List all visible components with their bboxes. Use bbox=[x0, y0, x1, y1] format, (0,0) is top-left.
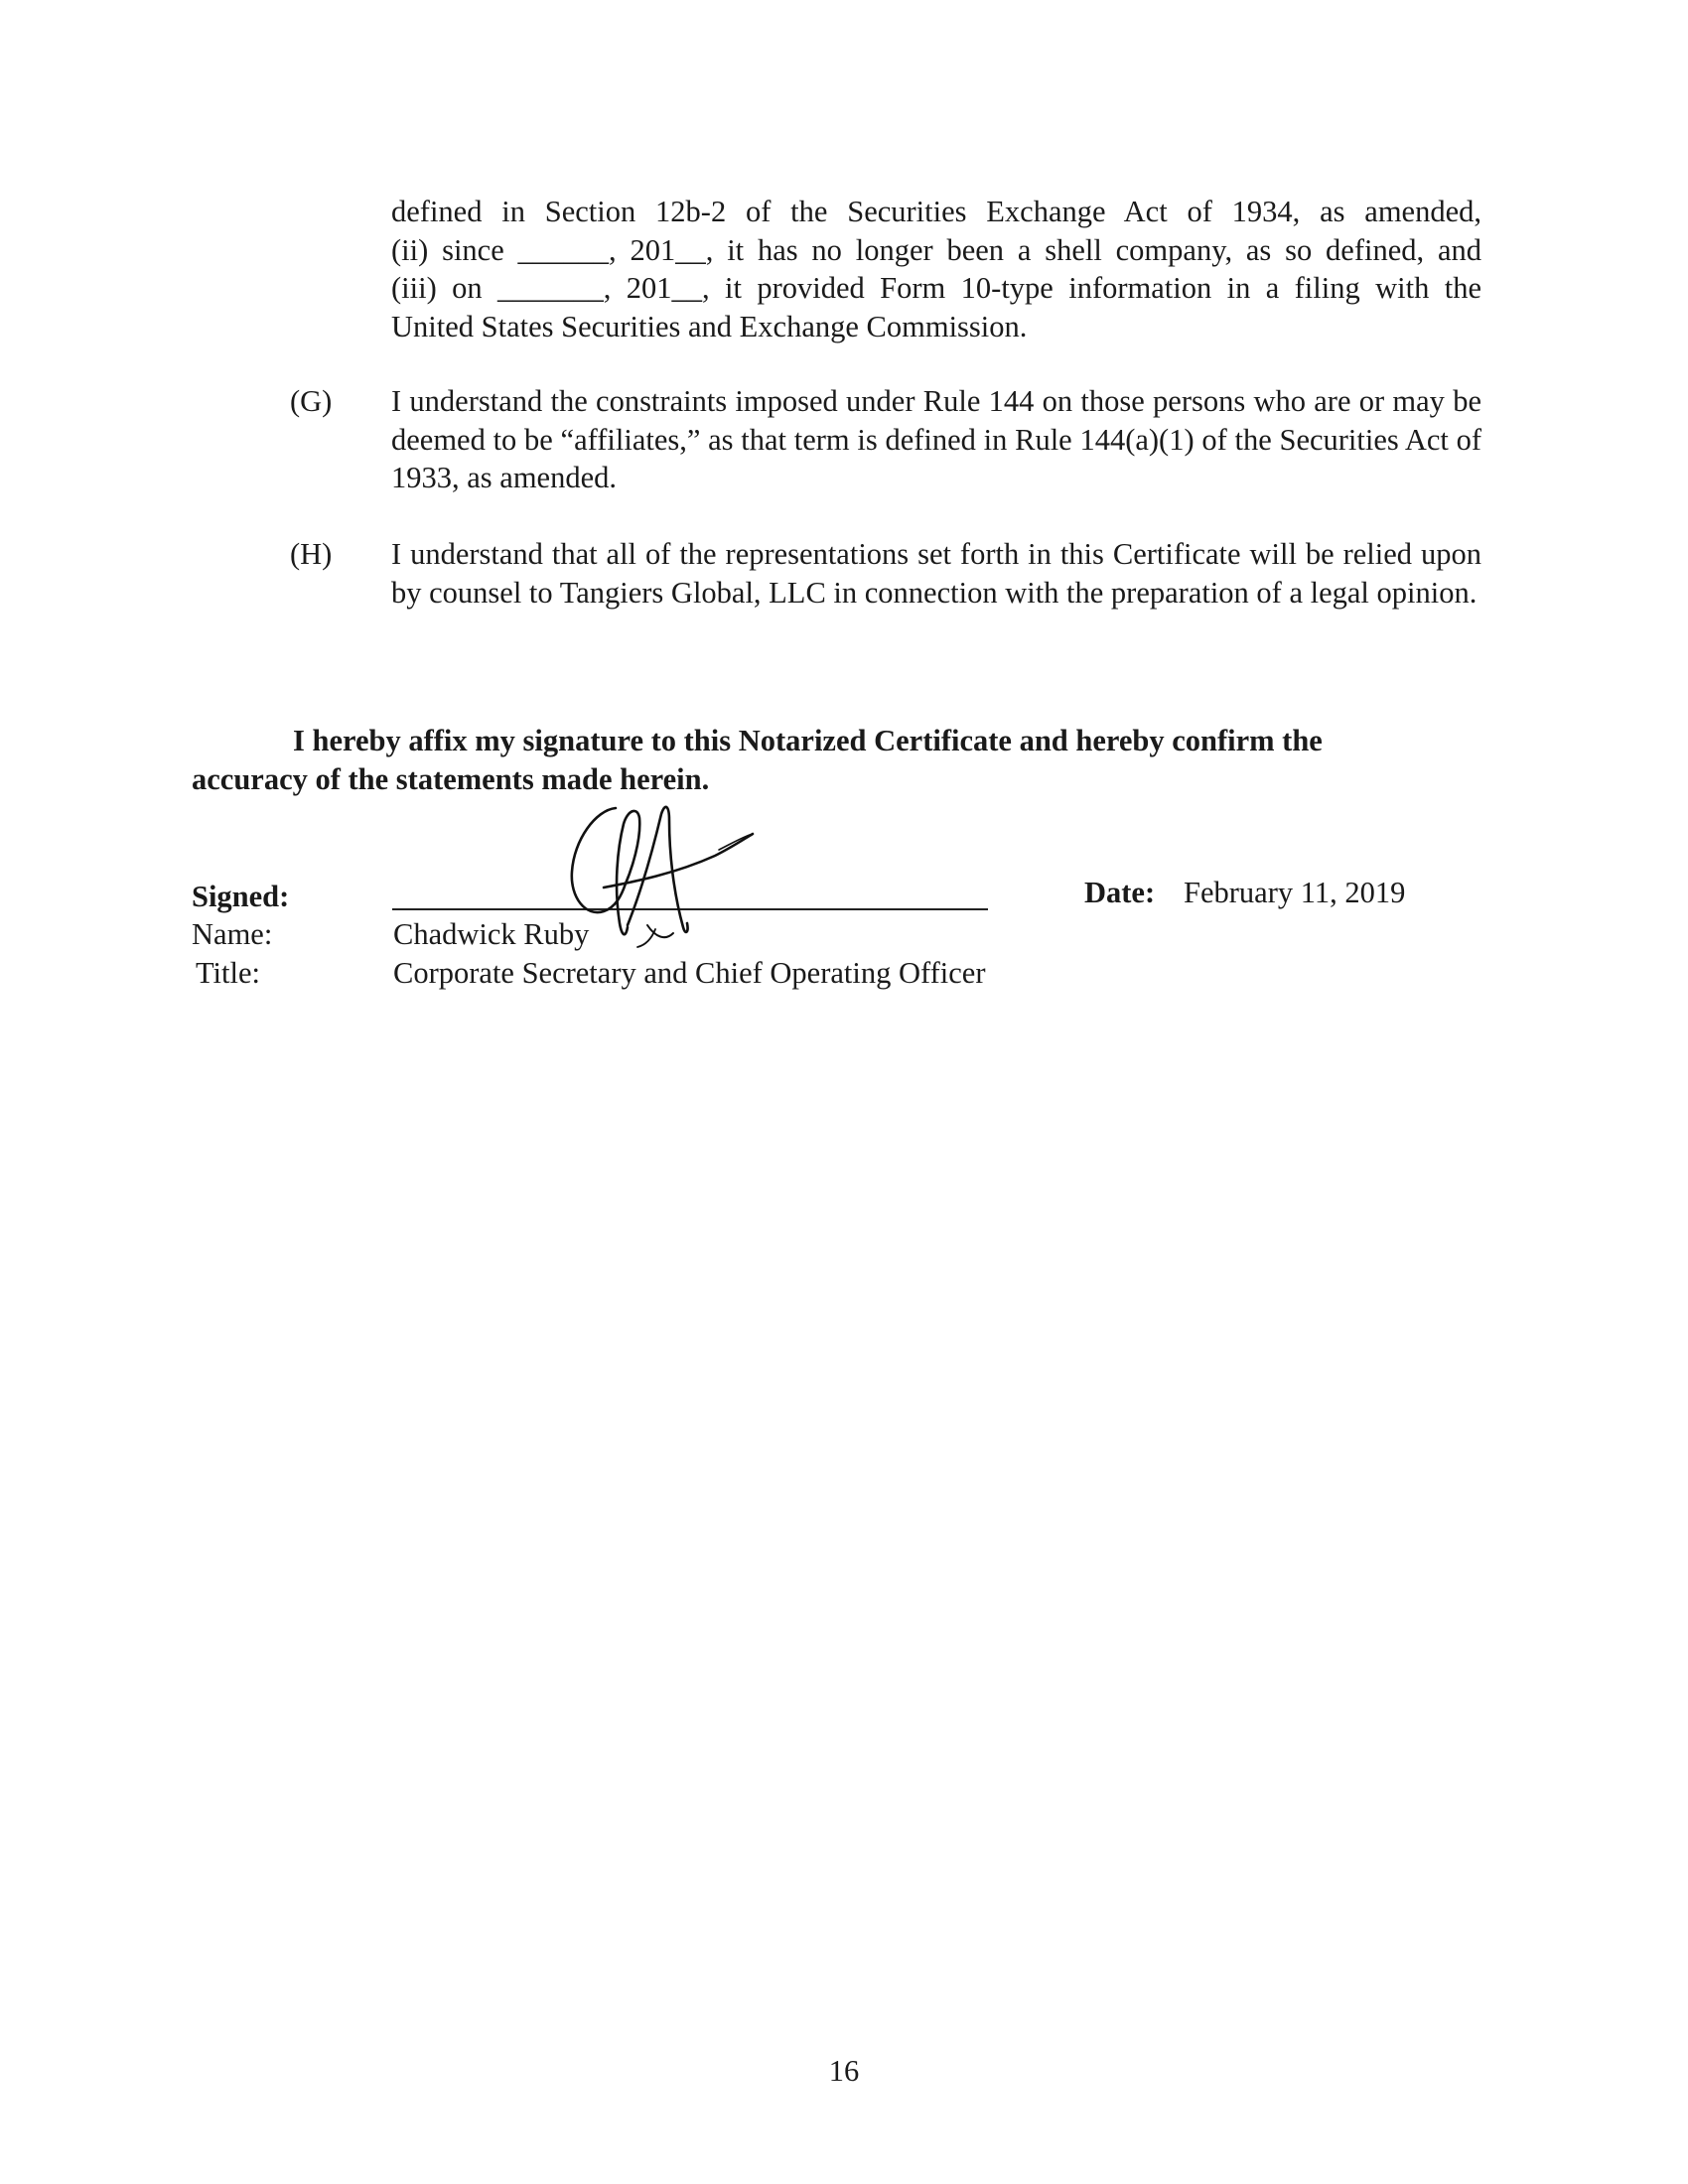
affirmation-line-1: I hereby affix my signature to this Notarized Certificate and hereby confirm the bbox=[293, 724, 1323, 757]
date-label: Date: bbox=[1084, 876, 1156, 909]
signer-name: Chadwick Ruby bbox=[393, 917, 590, 951]
continuation-line-2: (ii) since ______, 201__, it has no longer been a shell company, as so defined, and bbox=[391, 232, 1481, 267]
continuation-line-3: (iii) on _______, 201__, it provided Form 10-type information in a filing with the bbox=[391, 271, 1481, 305]
name-label: Name: bbox=[192, 917, 273, 951]
item-h-text: I understand that all of the representations set forth in this Certificate will be relied upon by counsel to Tangiers Global, LLC in connection with the preparation of a legal opinion. bbox=[391, 537, 1481, 610]
item-g-text: I understand the constraints imposed under Rule 144 on those persons who are or may be deemed to be “affiliates,” as that term is defined in Rule 144(a)(1) of the Securities Act of 1933, as amended. bbox=[391, 384, 1481, 494]
item-h-marker: (H) bbox=[290, 537, 333, 571]
continuation-paragraph bbox=[391, 193, 1481, 345]
continuation-line-1: defined in Section 12b-2 of the Securities Exchange Act of 1934, as amended, bbox=[391, 195, 1481, 228]
affirmation-statement bbox=[192, 722, 1482, 799]
page-number: 16 bbox=[828, 2054, 860, 2088]
affirmation-line-2: accuracy of the statements made herein. bbox=[192, 762, 710, 796]
signed-label: Signed: bbox=[192, 880, 290, 913]
date-value: February 11, 2019 bbox=[1184, 876, 1406, 909]
signer-title: Corporate Secretary and Chief Operating Officer bbox=[393, 956, 986, 990]
title-label: Title: bbox=[196, 956, 260, 990]
continuation-line-4: United States Securities and Exchange Commission. bbox=[391, 309, 1028, 343]
item-g-marker: (G) bbox=[290, 384, 333, 418]
